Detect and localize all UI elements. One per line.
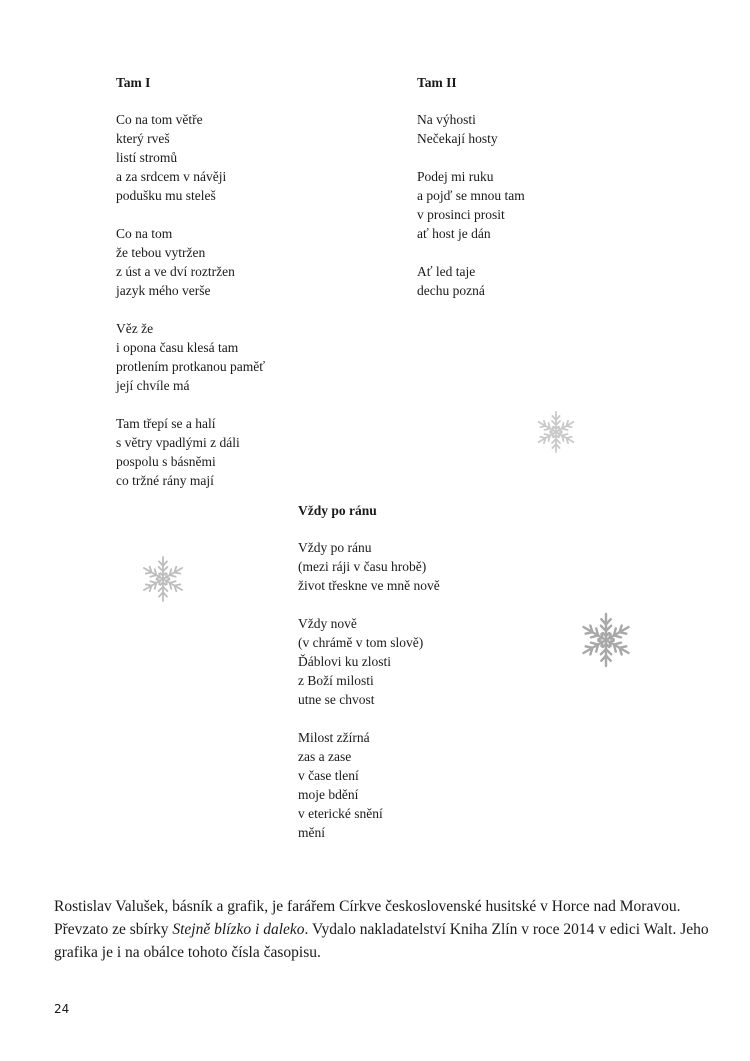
snowflake-icon (139, 552, 187, 606)
snowflake-icon (532, 408, 580, 456)
page-number: 24 (54, 1002, 70, 1016)
poem-line: co tržné rány mají (116, 473, 214, 488)
poem-line: Co na tom větře (116, 112, 203, 127)
poem-line: a za srdcem v návěji (116, 169, 227, 184)
poem-line: Milost zžírná (298, 730, 370, 745)
poem-line: v eterické snění (298, 806, 383, 821)
stanza (417, 262, 525, 300)
poem-line: Ďáblovi ku zlosti (298, 654, 391, 669)
poem-line: z Boží milosti (298, 673, 374, 688)
stanza (417, 110, 525, 148)
poem-line: a pojď se mnou tam (417, 188, 525, 203)
poem-line: Ať led taje (417, 264, 476, 279)
poem-line: Nečekají hosty (417, 131, 498, 146)
poem-line: Vždy nově (298, 616, 357, 631)
stanza (298, 538, 440, 595)
poem-line: její chvíle má (116, 378, 190, 393)
poem-line: protlením protkanou paměť (116, 359, 265, 374)
poem-vzdy-po-ranu (298, 501, 440, 861)
poem-line: že tebou vytržen (116, 245, 206, 260)
poem-title: Vždy po ránu (298, 503, 377, 518)
poem-line: podušku mu steleš (116, 188, 216, 203)
stanza (116, 110, 265, 205)
poem-line: z úst a ve dví roztržen (116, 264, 235, 279)
poem-line: (v chrámě v tom slově) (298, 635, 424, 650)
poem-line: Věz že (116, 321, 154, 336)
poem-line: jazyk mého verše (116, 283, 211, 298)
poem-line: pospolu s básněmi (116, 454, 216, 469)
poem-line: v prosinci prosit (417, 207, 505, 222)
poem-line: zas a zase (298, 749, 352, 764)
poem-title: Tam I (116, 75, 151, 90)
stanza (417, 167, 525, 243)
poem-line: Co na tom (116, 226, 173, 241)
poem-line: Podej mi ruku (417, 169, 494, 184)
poem-line: (mezi ráji v času hrobě) (298, 559, 427, 574)
poem-line: utne se chvost (298, 692, 375, 707)
poem-line: Tam třepí se a halí (116, 416, 216, 431)
poem-line: který rveš (116, 131, 170, 146)
stanza (116, 224, 265, 300)
poem-title: Tam II (417, 75, 457, 90)
poem-line: v čase tlení (298, 768, 359, 783)
poem-line: Vždy po ránu (298, 540, 372, 555)
book-title: Stejně blízko i daleko (172, 921, 305, 938)
poem-tam-2 (417, 73, 525, 319)
poem-line: ať host je dán (417, 226, 491, 241)
poem-line: i opona času klesá tam (116, 340, 239, 355)
poem-tam-1 (116, 73, 265, 509)
stanza (116, 319, 265, 395)
poem-line: Na výhosti (417, 112, 476, 127)
stanza (298, 614, 440, 709)
poem-line: život třeskne ve mně nově (298, 578, 440, 593)
poem-line: listí stromů (116, 150, 178, 165)
poem-line: dechu pozná (417, 283, 485, 298)
poem-line: mění (298, 825, 325, 840)
poem-line: moje bdění (298, 787, 359, 802)
snowflake-icon (577, 607, 635, 673)
author-note (54, 895, 714, 964)
stanza (116, 414, 265, 490)
note-text: . Vydalo nakladatelství Kniha Zlín v roce 2014 v edici Walt. Jeho grafika je i na obálce tohoto čísla časopisu. (54, 921, 709, 961)
note-text: Rostislav Valušek, básník a grafik, je farářem Církve československé husitské v Horce nad Moravou. Převzato ze sbírky (54, 898, 681, 938)
stanza (298, 728, 440, 842)
poem-line: s větry vpadlými z dáli (116, 435, 240, 450)
